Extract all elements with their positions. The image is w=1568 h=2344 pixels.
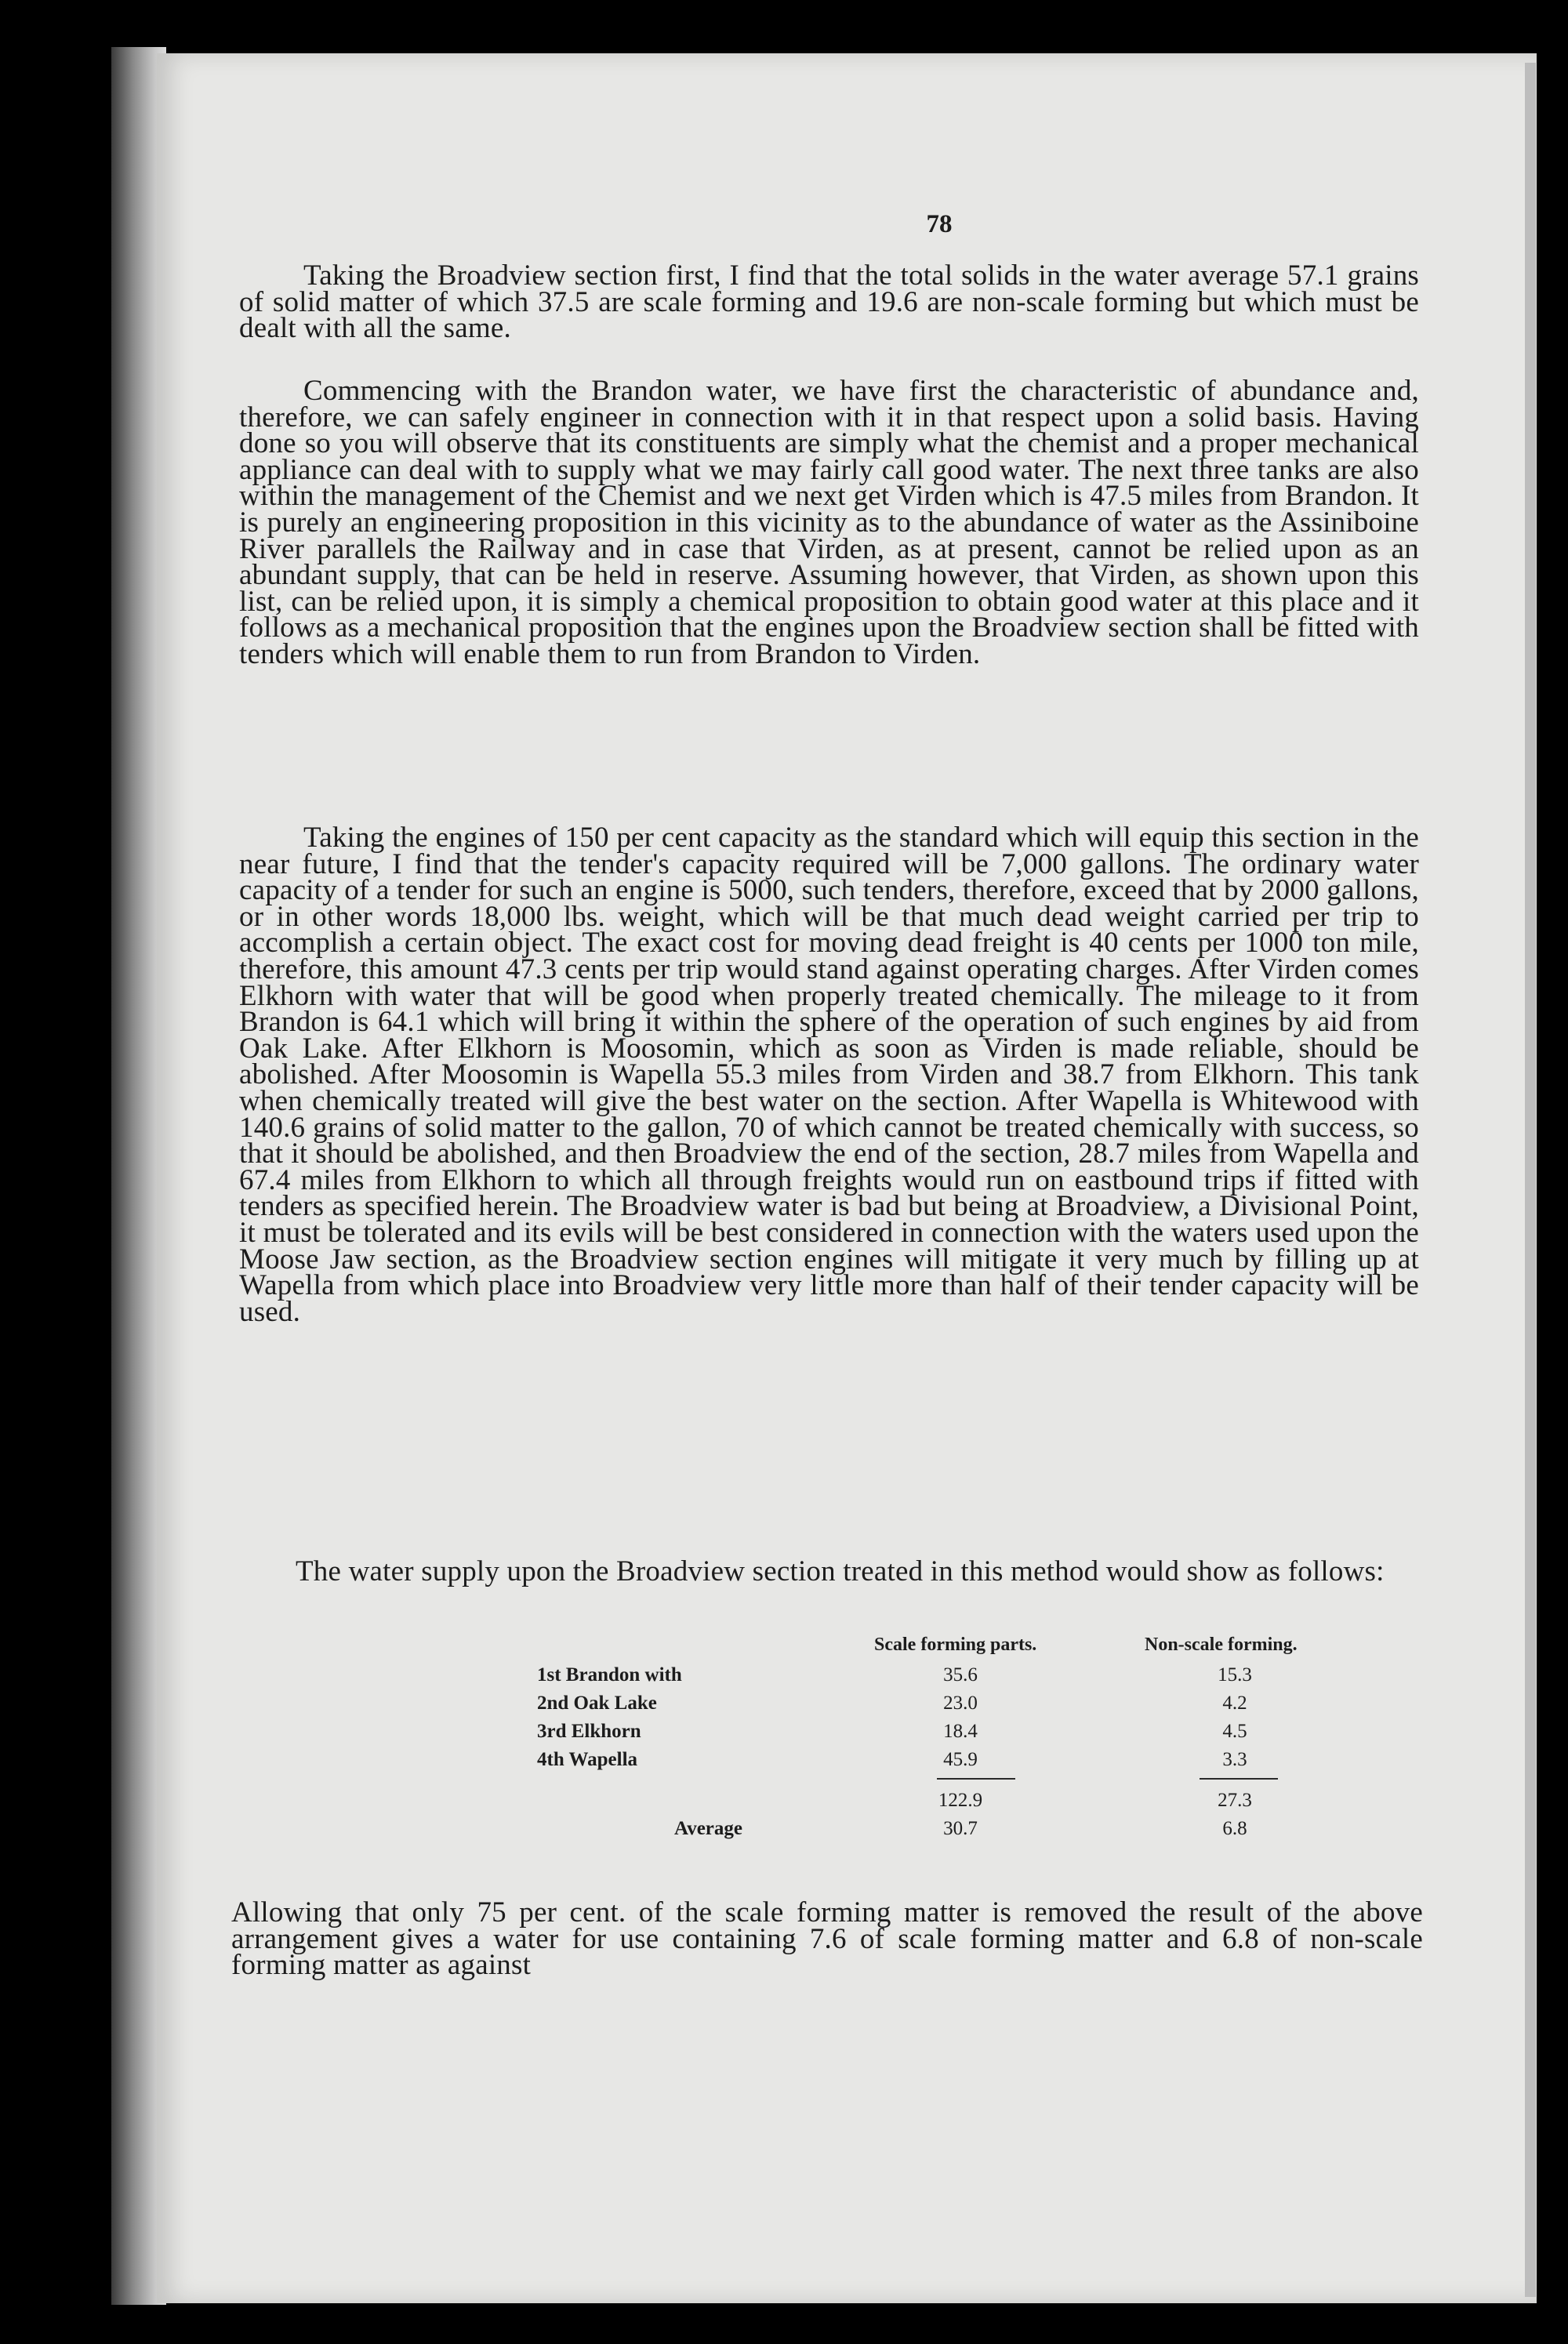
row-label: 3rd Elkhorn	[537, 1721, 641, 1742]
total-scale-value: 122.9	[938, 1790, 983, 1811]
average-scale-value: 30.7	[943, 1818, 978, 1839]
scale-value: 23.0	[943, 1693, 978, 1714]
nonscale-value: 3.3	[1222, 1749, 1247, 1770]
table-row	[239, 1693, 1419, 1721]
table-row	[239, 1749, 1419, 1777]
header-non-scale-forming: Non-scale forming.	[1145, 1635, 1298, 1655]
totals-row	[239, 1790, 1419, 1818]
total-rule-scale	[937, 1778, 1015, 1780]
header-scale-forming: Scale forming parts.	[874, 1635, 1037, 1655]
nonscale-value: 15.3	[1218, 1664, 1252, 1685]
row-label: 4th Wapella	[537, 1749, 638, 1770]
row-label: 2nd Oak Lake	[537, 1693, 657, 1714]
table-row	[239, 1721, 1419, 1749]
scale-value: 35.6	[943, 1664, 978, 1685]
nonscale-value: 4.2	[1222, 1693, 1247, 1714]
paragraph-3: Taking the engines of 150 per cent capacity as the standard which will equip this section in the near future, I find that the tender's capacity required will be 7,000 gallons. The ordinary water capacity of a tender for such an engine is 5000, such tenders, therefore, exceed that by 2000 gallons, or in other words 18,000 lbs. weight, which will be that much dead weight carried per trip to accomplish a certain object. The exact cost for moving dead freight is 40 cents per 1000 ton mile, therefore, this amount 47.3 cents per trip would stand against operating charges. After Virden comes Elkhorn with water that will be good when properly treated chemically. The mileage to it from Brandon is 64.1 which will bring it within the sphere of the operation of such engines by aid from Oak Lake. After Elkhorn is Moosomin, which as soon as Virden is made reliable, should be abolished. After Moosomin is Wapella 55.3 miles from Virden and 38.7 from Elkhorn. This tank when chemically treated will give the best water on the section. After Wapella is Whitewood with 140.6 grains of solid matter to the gallon, 70 of which cannot be treated chemically with success, so that it should be abolished, and then Broadview the end of the section, 28.7 miles from Wapella and 67.4 miles from Elkhorn to which all through freights would run on eastbound trips if fitted with tenders as specified herein. The Broadview water is bad but being at Broadview, a Divisional Point, it must be tolerated and its evils will be best considered in connection with the waters used upon the Moose Jaw section, as the Broadview section engines will mitigate it very much by filling up at Wapella from which place into Broadview very little more than half of their tender capacity will be used.	[239, 822, 1420, 1328]
paragraph-1: Taking the Broadview section first, I find that the total solids in the water average 57.1 grains of solid matter of which 37.5 are scale forming and 19.6 are non-scale forming but which must be dealt with all the same.	[239, 259, 1419, 345]
paragraph-4: The water supply upon the Broadview section treated in this method would show as follows:	[296, 1555, 1385, 1587]
average-label: Average	[674, 1818, 742, 1839]
total-nonscale-value: 27.3	[1218, 1790, 1252, 1811]
scale-value: 18.4	[943, 1721, 978, 1742]
table-row	[239, 1664, 1419, 1693]
average-row	[239, 1818, 1419, 1846]
row-label: 1st Brandon with	[537, 1664, 682, 1685]
average-nonscale-value: 6.8	[1222, 1818, 1247, 1839]
total-rule-nonscale	[1200, 1778, 1278, 1780]
nonscale-value: 4.5	[1222, 1721, 1247, 1742]
page-number: 78	[926, 210, 953, 238]
paragraph-2: Commencing with the Brandon water, we have first the characteristic of abundance and, therefore, we can safely engineer in connection with it in that respect upon a solid basis. Having done so you will observe that its constituents are simply what the chemist and a proper mechanical appliance can deal with to supply what we may fairly call good water. The next three tanks are also within the management of the Chemist and we next get Virden which is 47.5 miles from Brandon. It is purely an engineering proposition in this vicinity as to the abundance of water as the Assiniboine River parallels the Railway and in case that Virden, as at present, cannot be relied upon as an abundant supply, that can be held in reserve. Assuming however, that Virden, as shown upon this list, can be relied upon, it is simply a chemical proposition to obtain good water at this place and it follows as a mechanical proposition that the engines upon the Broadview section shall be fitted with tenders which will enable them to run from Brandon to Virden.	[239, 375, 1419, 670]
page-edge	[1525, 63, 1536, 2297]
paragraph-5: Allowing that only 75 per cent. of the scale forming matter is removed the result of the above arrangement gives a water for use containing 7.6 of scale forming matter and 6.8 of non-scale forming matter as against	[231, 1896, 1423, 1982]
scale-value: 45.9	[943, 1749, 978, 1770]
